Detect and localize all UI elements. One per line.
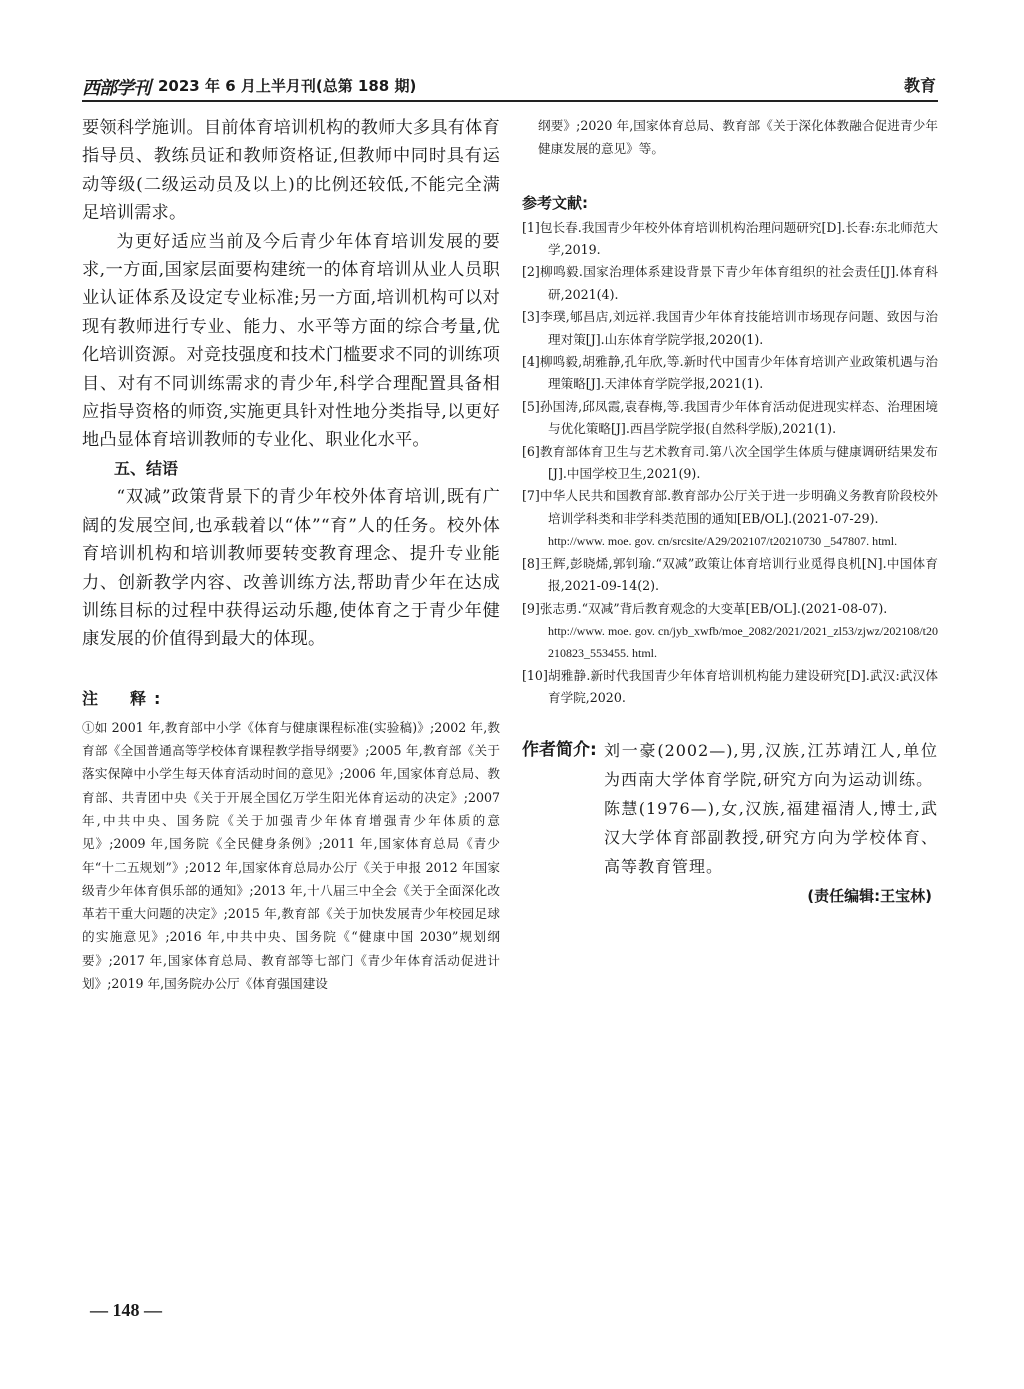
reference-item-7	[522, 485, 938, 552]
references-heading: 参考文献:	[522, 193, 588, 212]
reference-item-3: [3]李璞,郇昌店,刘远祥.我国青少年体育技能培训市场现存问题、致因与治理对策[J].山东体育学院学报,2020(1).	[522, 309, 938, 347]
author-1-bio: 刘一豪(2002—),男,汉族,江苏靖江人,单位为西南大学体育学院,研究方向为运动训练。	[604, 740, 938, 789]
paragraph-3: “双减”政策背景下的青少年校外体育培训,既有广阔的发展空间,也承载着以“体”“育”人的任务。校外体育培训机构和培训教师要转变教育理念、提升专业能力、创新教学内容、改善训练方法,帮助青少年在达成训练目标的过程中获得运动乐趣,使体育之于青少年健康发展的价值得到最大的体现。	[82, 487, 500, 650]
page-header	[82, 68, 938, 102]
reference-item-6: [6]教育部体育卫生与艺术教育司.第八次全国学生体质与健康调研结果发布[J].中国学校卫生,2021(9).	[522, 443, 938, 482]
notes-continuation: 纲要》;2020 年,国家体育总局、教育部《关于深化体教融合促进青少年健康发展的意见》等。	[538, 118, 938, 157]
reference-item-7-text: [7]中华人民共和国教育部.教育部办公厅关于进一步明确义务教育阶段校外培训学科类和非学科类范围的通知[EB/OL].(2021-07-29).	[522, 488, 938, 526]
reference-item-9-text: [9]张志勇.“双减”背后教育观念的大变革[EB/OL].(2021-08-07).	[522, 600, 888, 616]
reference-item-9-url: http://www. moe. gov. cn/jyb_xwfb/moe_2082/2021/2021_zl53/zjwz/202108/t20210823_553455. html.	[548, 623, 938, 661]
author-info-label: 作者简介:	[522, 739, 597, 760]
reference-item-1: [1]包长春.我国青少年校外体育培训机构治理问题研究[D].长春:东北师范大学,2019.	[522, 219, 938, 257]
reference-item-9	[522, 598, 938, 665]
paragraph-1: 要领科学施训。目前体育培训机构的教师大多具有体育指导员、教练员证和教师资格证,但教师中同时具有运动等级(二级运动员及以上)的比例还较低,不能完全满足培训需求。	[82, 118, 500, 224]
reference-item-4: [4]柳鸣毅,胡雅静,孔年欣,等.新时代中国青少年体育培训产业政策机遇与治理策略[J].天津体育学院学报,2021(1).	[522, 354, 938, 392]
reference-item-7-url: http://www. moe. gov. cn/srcsite/A29/202107/t20210730 _547807. html.	[548, 534, 898, 549]
section-title-conclusion: 五、结语	[114, 458, 179, 478]
page-number: — 148 —	[90, 1300, 162, 1320]
notes-text: ①如 2001 年,教育部中小学《体育与健康课程标准(实验稿)》;2002 年,教育部《全国普通高等学校体育课程教学指导纲要》;2005 年,教育部《关于落实保障中小学生每天体育活动时间的意见》;2006 年,国家体育总局、教育部、共青团中央《关于开展全国亿万学生阳光体育运动的决定》;2007 年,中共中央、国务院《关于加强青少年体育增强青少年体质的意见》;2009 年,国务院《全民健身条例》;2011 年,国家体育总局《青少年“十二五规划”》;2012 年,国家体育总局办公厅《关于申报 2012 年国家级青少年体育俱乐部的通知》;2013 年,十八届三中全会《关于全面深化改革若干重大问题的决定》;2015 年,教育部《关于加快发展青少年校园足球的实施意见》;2016 年,中共中央、国务院《“健康中国 2030”规划纲要》;2017 年,国家体育总局、教育部等七部门《青少年体育活动促进计划》;2019 年,国务院办公厅《体育强国建设	[82, 719, 500, 991]
reference-item-8: [8]王辉,彭晓烯,郭钊瑜.“双减”政策让体育培训行业觅得良机[N].中国体育报,2021-09-14(2).	[522, 555, 938, 594]
notes-heading: 注 释:	[82, 688, 169, 708]
author-2-bio: 陈慧(1976—),女,汉族,福建福清人,博士,武汉大学体育部副教授,研究方向为学校体育、高等教育管理。	[604, 798, 938, 876]
reference-item-2: [2]柳鸣毅.国家治理体系建设背景下青少年体育组织的社会责任[J].体育科研,2021(4).	[522, 264, 938, 302]
reference-item-5: [5]孙国涛,邱凤霞,袁春梅,等.我国青少年体育活动促进现实样态、治理困境与优化策略[J].西昌学院学报(自然科学版),2021(1).	[522, 398, 938, 437]
issue-info: 2023 年 6 月上半月刊(总第 188 期)	[158, 77, 417, 95]
reference-list	[522, 217, 938, 710]
paragraph-2: 为更好适应当前及今后青少年体育培训发展的要求,一方面,国家层面要构建统一的体育培训从业人员职业认证体系及设定专业标准;另一方面,培训机构可以对现有教师进行专业、能力、水平等方面的综合考量,优化培训资源。对竞技强度和技术门槛要求不同的训练项目、对有不同训练需求的青少年,科学合理配置具备相应指导资格的师资,实施更具针对性地分类指导,以更好地凸显体育培训教师的专业化、职业化水平。	[82, 231, 500, 451]
journal-name: 西部学刊	[82, 78, 150, 99]
left-column	[82, 114, 500, 995]
right-column	[522, 114, 938, 906]
author-info	[522, 736, 938, 881]
body-text	[82, 114, 500, 654]
responsible-editor: (责任编辑:王宝林)	[807, 886, 932, 905]
reference-item-10: [10]胡雅静.新时代我国青少年体育培训机构能力建设研究[D].武汉:武汉体育学院,2020.	[522, 667, 938, 706]
section-name: 教育	[903, 76, 936, 95]
